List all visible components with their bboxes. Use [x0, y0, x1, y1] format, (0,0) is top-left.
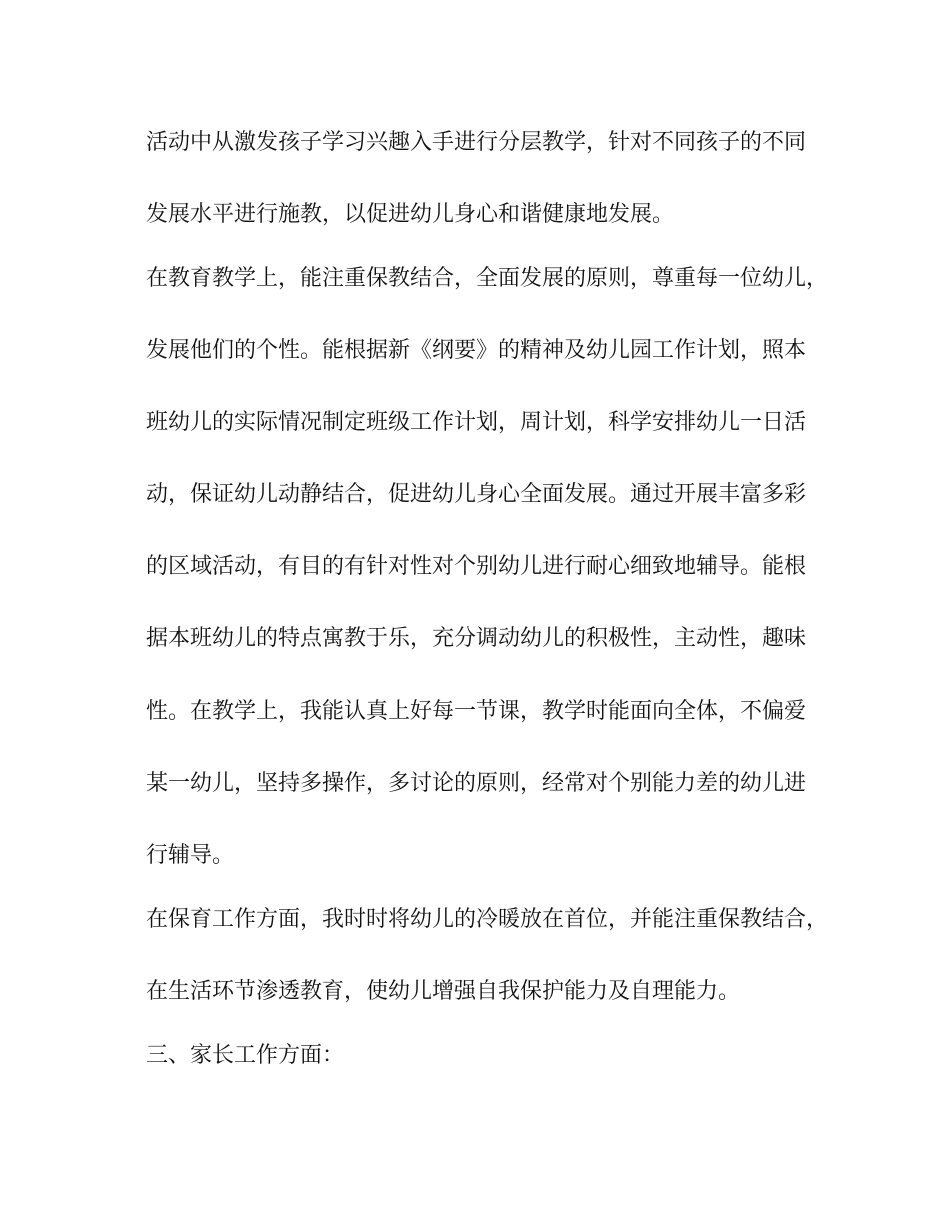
text-line: 发展水平进行施教，以促进幼儿身心和谐健康地发展。: [146, 202, 675, 227]
text-line: 行辅导。: [146, 843, 235, 868]
text-line: 的区域活动，有目的有针对性对个别幼儿进行耐心细致地辅导。能根: [146, 554, 807, 579]
text-line: 性。在教学上，我能认真上好每一节课，教学时能面向全体，不偏爱: [146, 699, 807, 724]
text-line: 在教育教学上，能注重保教结合，全面发展的原则，尊重每一位幼儿，: [146, 266, 829, 291]
section-heading: 三、家长工作方面：: [146, 1043, 345, 1068]
text-line: 班幼儿的实际情况制定班级工作计划，周计划，科学安排幼儿一日活: [146, 410, 807, 435]
text-line: 活动中从激发孩子学习兴趣入手进行分层教学，针对不同孩子的不同: [146, 130, 807, 155]
text-line: 在保育工作方面，我时时将幼儿的冷暖放在首位，并能注重保教结合，: [146, 907, 829, 932]
text-line: 某一幼儿，坚持多操作，多讨论的原则，经常对个别能力差的幼儿进: [146, 771, 807, 796]
text-line: 在生活环节渗透教育，使幼儿增强自我保护能力及自理能力。: [146, 979, 741, 1004]
text-line: 动，保证幼儿动静结合，促进幼儿身心全面发展。通过开展丰富多彩: [146, 482, 807, 507]
text-line: 发展他们的个性。能根据新《纲要》的精神及幼儿园工作计划，照本: [146, 338, 807, 363]
text-line: 据本班幼儿的特点寓教于乐，充分调动幼儿的积极性，主动性，趣味: [146, 626, 807, 651]
